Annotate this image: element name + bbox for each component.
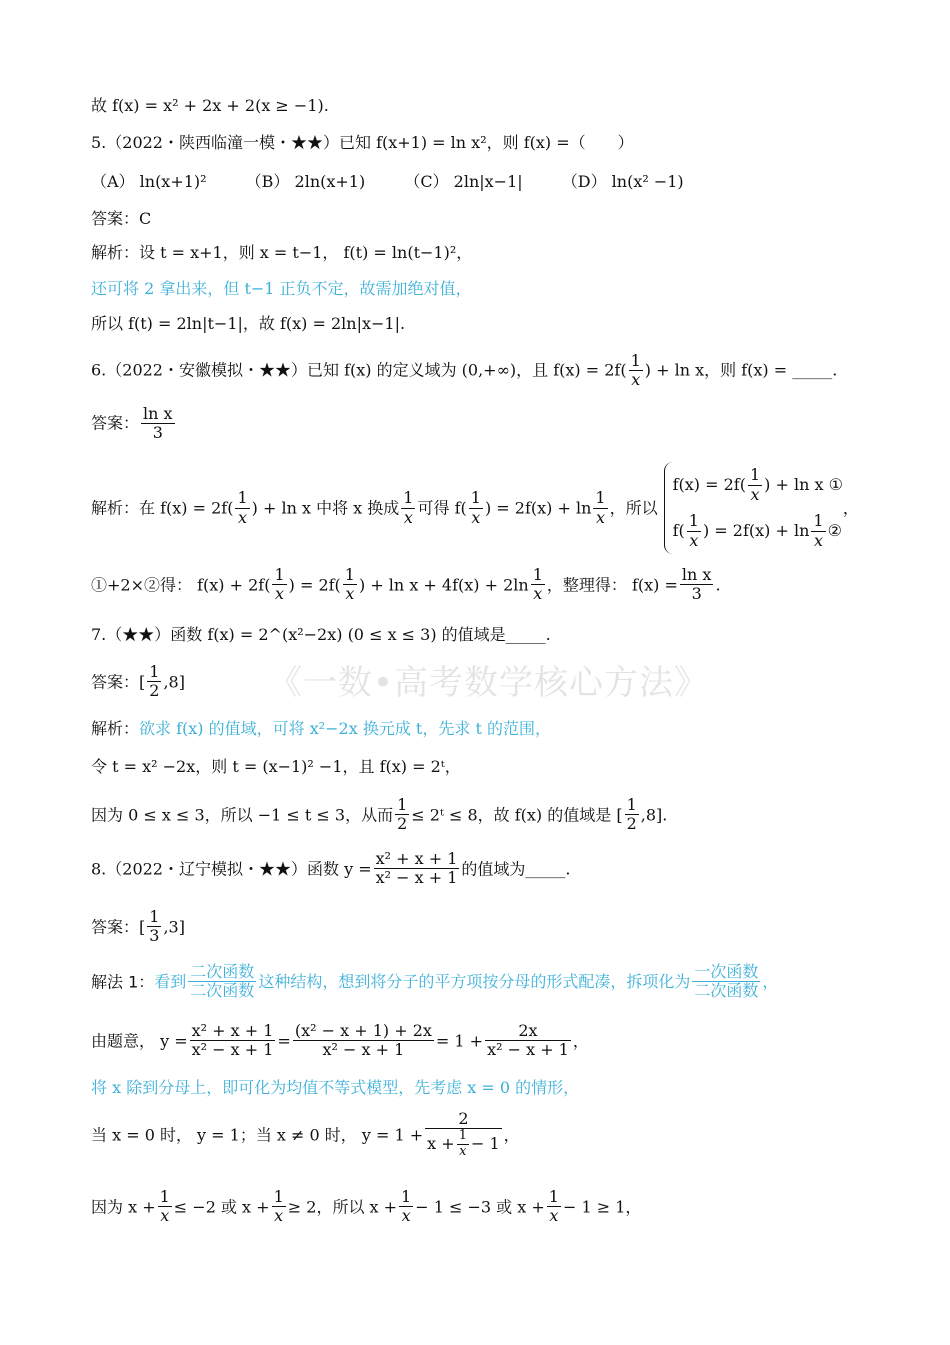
text: x + [427,1134,455,1154]
numerator: ln x [681,565,712,584]
denominator: 2 [397,814,408,834]
text: ,8]. [640,805,668,825]
fraction [343,566,357,604]
analysis-text: 设 t = x+1，则 x = t−1， f(t) = ln(t−1)²， [139,243,473,262]
question-8-method-1 [91,963,778,1001]
question-7-line-1: 令 t = x² −2x，则 t = (x−1)² −1，且 f(x) = 2ᵗ， [91,757,461,776]
denominator: x [813,530,823,550]
numerator: 1 [749,465,761,485]
denominator: 2 [626,814,637,834]
fraction [374,850,460,888]
fraction [272,1188,286,1226]
fraction [399,1188,413,1226]
answer-label: 答案： [91,917,140,937]
numerator: x² + x + 1 [375,849,458,868]
fraction [485,1022,571,1060]
text: 可得 f( [417,498,467,518]
stem-part: 6.（2022・安徽模拟・★★）已知 f(x) 的定义域为 (0,+∞)，且 f(x) = 2f( [91,360,627,380]
denominator: x [345,584,355,604]
answer-value: C [139,209,152,228]
fraction [147,663,161,701]
numerator: 1 [273,1187,284,1206]
text: ) = 2f(x) + ln [484,498,592,518]
stem-part: ) + ln x，则 f(x) = _____. [644,360,838,380]
text: − 1 ≤ −3 或 x + [415,1197,545,1217]
denominator: x² − x + 1 [375,868,458,888]
question-8-equation [91,1022,589,1060]
numerator: 1 [458,1128,467,1144]
equation-system [664,462,843,554]
text: ≤ 2ᵗ ≤ 8，故 f(x) 的值域是 [ [411,805,623,825]
denominator: x [238,507,248,527]
question-8-cases [91,1110,520,1160]
fraction [190,1022,276,1060]
text: ) + ln x 中将 x 换成 [251,498,400,518]
numerator: 1 [403,488,414,508]
numerator: 2 [425,1110,501,1129]
numerator: 1 [532,565,543,584]
numerator: 1 [237,488,248,508]
text: ≤ −2 或 x + [173,1197,270,1217]
fraction [811,512,825,550]
numerator: ln x [143,404,173,423]
text: ) = 2f( [288,575,341,595]
denominator: x [549,1206,559,1226]
text: ， [503,1125,520,1145]
fraction [158,1188,172,1226]
fraction [748,466,762,504]
numerator: 1 [344,565,355,584]
question-8-hint-2: 将 x 除到分母上，即可化为均值不等式模型，先考虑 x = 0 的情形， [91,1078,580,1097]
equals: = [277,1031,291,1051]
numerator: 二次函数 [190,962,255,981]
text: 因为 0 ≤ x ≤ 3，所以 −1 ≤ t ≤ 3，从而 [91,805,394,825]
answer-label: 答案： [91,209,140,228]
text: f( [672,521,685,541]
numerator: 1 [630,351,641,370]
answer-label: 答案： [91,672,140,692]
fraction [680,566,714,604]
answer-fraction [141,405,175,443]
numerator: 1 [397,795,408,814]
text: [ [139,672,146,692]
option-b: （B） 2ln(x+1) [245,172,366,191]
question-6-answer [91,405,177,443]
fraction [469,489,483,527]
numerator: 1 [470,488,481,508]
conclusion-line: 故 f(x) = x² + 2x + 2(x ≥ −1). [91,96,329,115]
numerator: 1 [595,488,606,508]
fraction [147,908,161,946]
denominator: x [274,1206,284,1226]
denominator: x² − x + 1 [191,1040,274,1060]
fraction [457,1129,469,1160]
denominator: x² − x + 1 [487,1040,569,1060]
numerator: 1 [274,565,285,584]
fraction [687,512,701,550]
denominator: 3 [691,584,702,604]
question-7-analysis [91,719,551,738]
question-8-inequality [91,1188,641,1226]
denominator: x [403,507,413,527]
text: 8.（2022・辽宁模拟・★★）函数 y = [91,859,372,879]
text: ， [572,1031,589,1051]
question-6-analysis [91,462,859,554]
question-7-answer [91,663,185,701]
watermark: 《一数•高考数学核心方法》 [268,663,710,703]
text: f(x) = 2f( [672,475,746,495]
equation-2 [673,508,843,554]
fraction [235,489,249,527]
numerator: 1 [149,662,160,681]
option-c: （C） 2ln|x−1| [404,172,523,191]
denominator: x [275,584,285,604]
numerator: 2x [485,1022,571,1041]
fraction [188,963,256,1001]
denominator: x [595,507,605,527]
question-6-stem [91,352,837,390]
numerator: 1 [149,907,160,926]
question-5-answer [91,209,151,228]
hint [154,962,779,1001]
denominator: x² − x + 1 [322,1040,405,1060]
text: . [715,575,721,595]
question-5-stem: 5.（2022・陕西临潼一模・★★）已知 f(x+1) = ln x²，则 f(x) =（ ） [91,133,634,152]
question-7-line-2 [91,796,667,834]
analysis-label: 解析： [91,498,140,518]
numerator: 1 [688,511,699,531]
hint-text: 欲求 f(x) 的值域，可将 x²−2x 换元成 t，先求 t 的范围， [139,719,551,738]
method-label: 解法 1： [91,972,155,992]
text: ) = 2f(x) + ln [702,521,810,541]
denominator: x [631,370,641,390]
fraction [395,796,409,834]
question-5-analysis [91,243,472,262]
fraction [625,796,639,834]
text: ,3] [163,917,185,937]
question-5-options [91,172,684,191]
text: ,8] [163,672,185,692]
denominator: 3 [152,423,163,443]
question-6-combine [91,566,721,604]
denominator [425,1129,501,1160]
text: 的值域为_____. [461,859,571,879]
fraction [425,1110,501,1160]
denominator: x [459,1144,467,1160]
denominator: x [689,530,699,550]
numerator: 一次函数 [694,962,759,981]
text: 由题意， y = [91,1031,188,1051]
text: [ [139,917,146,937]
question-8-answer [91,908,185,946]
numerator: 1 [401,1187,412,1206]
denominator: x [401,1206,411,1226]
text: ，整理得： f(x) = [546,575,678,595]
numerator: 1 [159,1187,170,1206]
fraction [272,566,286,604]
denominator: 3 [149,926,160,946]
fraction [547,1188,561,1226]
question-5-conclusion: 所以 f(t) = 2ln|t−1|，故 f(x) = 2ln|x−1|. [91,314,406,333]
numerator: 1 [626,795,637,814]
text: ≥ 2，所以 x + [287,1197,398,1217]
fraction [692,963,760,1001]
answer-label: 答案： [91,413,140,433]
fraction [293,1022,434,1060]
option-a: （A） ln(x+1)² [91,172,207,191]
numerator: x² + x + 1 [191,1021,274,1040]
text: ，所以 [609,498,658,518]
analysis-label: 解析： [91,243,140,262]
denominator: x [160,1206,170,1226]
text: 当 x = 0 时， y = 1；当 x ≠ 0 时， y = 1 + [91,1125,424,1145]
text: 这种结构，想到将分子的平方项按分母的形式配凑，拆项化为 [258,972,691,992]
fraction [593,489,607,527]
text: 看到 [154,972,187,992]
text: − 1 [470,1134,500,1154]
fraction [401,489,415,527]
denominator: x [533,584,543,604]
equation-1 [673,462,843,508]
question-7-stem: 7.（★★）函数 f(x) = 2^(x²−2x) (0 ≤ x ≤ 3) 的值域是_____. [91,625,551,644]
numerator: 1 [813,511,824,531]
denominator: 2 [149,681,160,701]
numerator: 1 [548,1187,559,1206]
option-d: （D） ln(x² −1) [561,172,684,191]
text: ， [762,972,779,992]
text: − 1 ≥ 1， [562,1197,642,1217]
text: 在 f(x) = 2f( [139,498,234,518]
text: 因为 x + [91,1197,156,1217]
question-5-hint: 还可将 2 拿出来，但 t−1 正负不定，故需加绝对值， [91,279,472,298]
text: ， [842,498,859,518]
fraction [531,566,545,604]
text: ①+2×②得： f(x) + 2f( [91,575,271,595]
analysis-label: 解析： [91,719,140,738]
denominator: 二次函数 [694,981,759,1001]
fraction [629,352,643,390]
text: ) + ln x + 4f(x) + 2ln [358,575,529,595]
text: = 1 + [435,1031,484,1051]
numerator: (x² − x + 1) + 2x [294,1021,432,1040]
text: ) + ln x ① [764,475,843,495]
question-8-stem [91,850,571,888]
denominator: x [750,484,760,504]
text: ② [827,521,842,541]
denominator: 二次函数 [190,981,255,1001]
denominator: x [471,507,481,527]
